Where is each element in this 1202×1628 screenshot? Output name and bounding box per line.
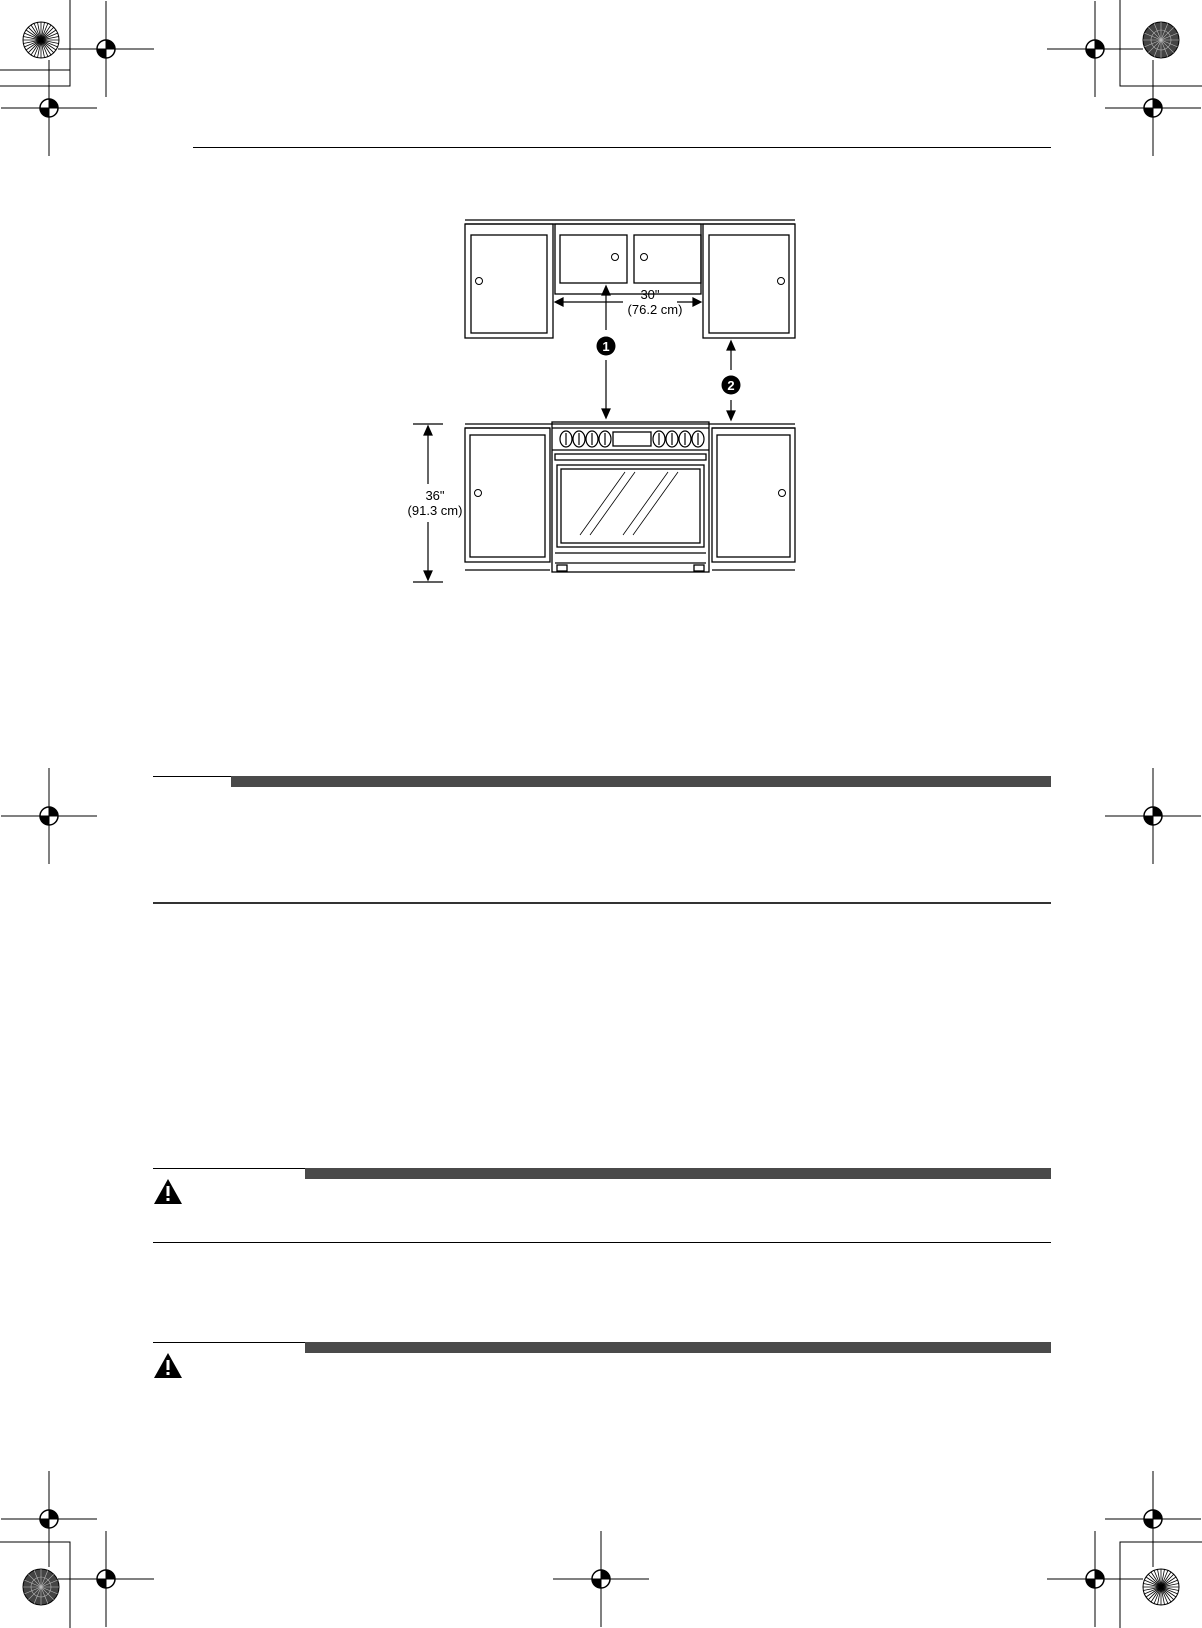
section-1-bar <box>231 776 1051 787</box>
section-2-bar <box>305 1168 1051 1179</box>
installation-clearance-diagram <box>395 210 805 600</box>
section-2-top-line <box>153 1168 306 1169</box>
section-2-bottom-rule <box>153 1242 1051 1243</box>
section-3-bar <box>305 1342 1051 1353</box>
height-label-imperial: 36" <box>425 488 445 503</box>
warning-triangle-icon <box>153 1178 183 1205</box>
section-1-top-line <box>153 776 233 777</box>
section-1-bottom-rule <box>153 902 1051 904</box>
callout-1-label: 1 <box>602 339 610 354</box>
callout-2-label: 2 <box>727 378 735 393</box>
warning-triangle-icon <box>153 1352 183 1379</box>
width-label-metric: (76.2 cm) <box>627 302 683 317</box>
width-label-imperial: 30" <box>640 287 660 302</box>
section-3-top-line <box>153 1342 306 1343</box>
callout-2 <box>722 376 741 395</box>
callout-1 <box>597 337 616 356</box>
height-label-metric: (91.3 cm) <box>407 503 463 518</box>
header-rule <box>193 147 1051 148</box>
